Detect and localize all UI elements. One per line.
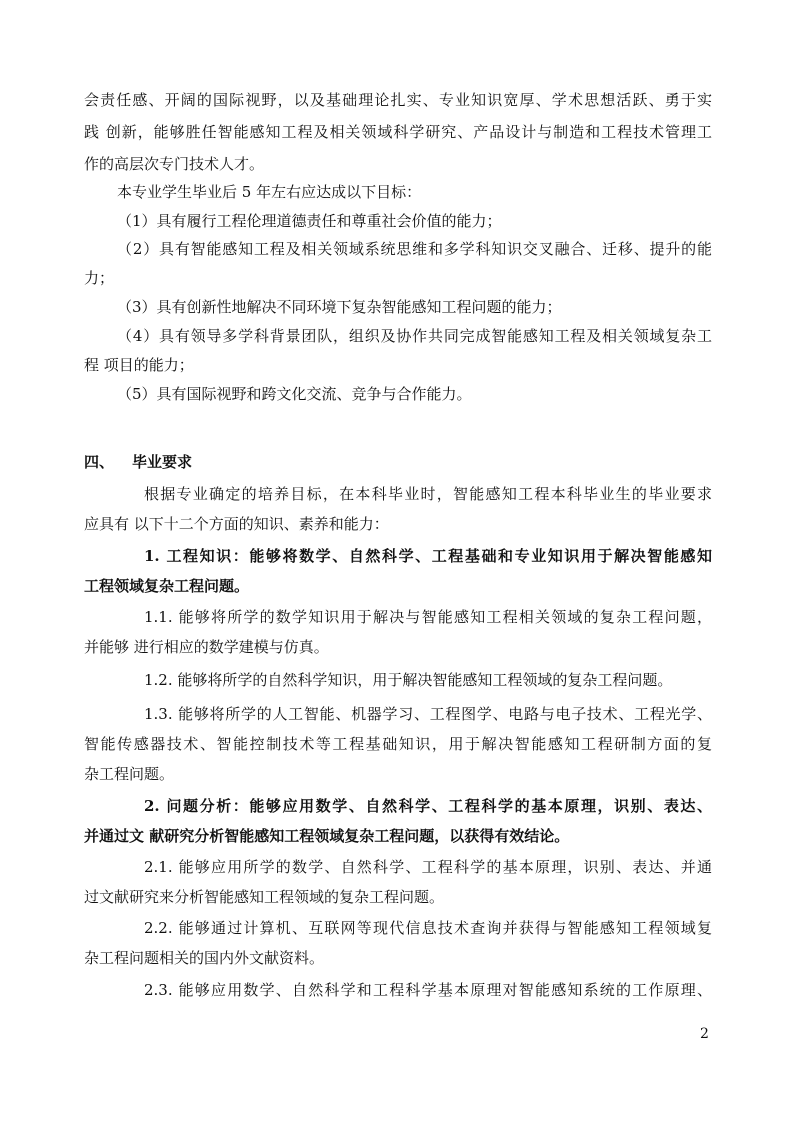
- text-line: 杂工程问题相关的国内外文献资料。: [84, 949, 325, 967]
- text-line: 会责任感、开阔的国际视野，以及基础理论扎实、专业知识宽厚、学术思想活跃、勇于实: [84, 91, 712, 109]
- text-line: 作的高层次专门技术人才。: [84, 155, 265, 173]
- text-line: 践 创新，能够胜任智能感知工程及相关领域科学研究、产品设计与制造和工程技术管理工: [84, 123, 712, 141]
- requirement-heading: 并通过文 献研究分析智能感知工程领域复杂工程问题，以获得有效结论。: [84, 827, 570, 845]
- text-line: 1.1. 能够将所学的数学知识用于解决与智能感知工程相关领域的复杂工程问题，: [144, 608, 712, 626]
- text-line: 过文献研究来分析智能感知工程领域的复杂工程问题。: [84, 888, 445, 906]
- section-title: 毕业要求: [132, 453, 193, 471]
- text-line: 2.2. 能够通过计算机、互联网等现代信息技术查询并获得与智能感知工程领域复: [144, 919, 712, 937]
- text-line: 本专业学生毕业后 5 年左右应达成以下目标：: [117, 183, 422, 201]
- page-number: 2: [700, 1026, 709, 1042]
- text-line: 2.3. 能够应用数学、自然科学和工程科学基本原理对智能感知系统的工作原理、: [144, 981, 712, 999]
- text-line: 并能够 进行相应的数学建模与仿真。: [84, 638, 329, 656]
- text-line: 程 项目的能力；: [84, 356, 194, 374]
- section-heading: [84, 452, 192, 472]
- requirement-heading: 2. 问题分析：能够应用数学、自然科学、工程科学的基本原理，识别、表达、: [144, 797, 712, 815]
- list-item: （1）具有履行工程伦理道德责任和尊重社会价值的能力；: [117, 212, 502, 230]
- text-line: 根据专业确定的培养目标，在本科毕业时，智能感知工程本科毕业生的毕业要求: [144, 485, 712, 503]
- list-item: （4）具有领导多学科背景团队，组织及协作共同完成智能感知工程及相关领域复杂工: [117, 327, 712, 345]
- text-line: 1.2. 能够将所学的自然科学知识，用于解决智能感知工程领域的复杂工程问题。: [144, 671, 673, 689]
- list-item: （3）具有创新性地解决不同环境下复杂智能感知工程问题的能力；: [117, 298, 562, 316]
- text-line: 力；: [84, 269, 115, 287]
- requirement-heading: 工程领域复杂工程问题。: [84, 577, 250, 595]
- text-line: 2.1. 能够应用所学的数学、自然科学、工程科学的基本原理，识别、表达、并通: [144, 858, 712, 876]
- requirement-heading: 1. 工程知识：能够将数学、自然科学、工程基础和专业知识用于解决智能感知: [144, 547, 712, 565]
- section-number: 四、: [84, 453, 115, 471]
- text-line: 应具有 以下十二个方面的知识、素养和能力：: [84, 515, 389, 533]
- list-item: （5）具有国际视野和跨文化交流、竞争与合作能力。: [117, 385, 472, 403]
- text-line: 杂工程问题。: [84, 765, 175, 783]
- text-line: 智能传感器技术、智能控制技术等工程基础知识，用于解决智能感知工程研制方面的复: [84, 735, 712, 753]
- text-line: 1.3. 能够将所学的人工智能、机器学习、工程图学、电路与电子技术、工程光学、: [144, 705, 712, 723]
- list-item: （2）具有智能感知工程及相关领域系统思维和多学科知识交叉融合、迁移、提升的能: [117, 240, 712, 258]
